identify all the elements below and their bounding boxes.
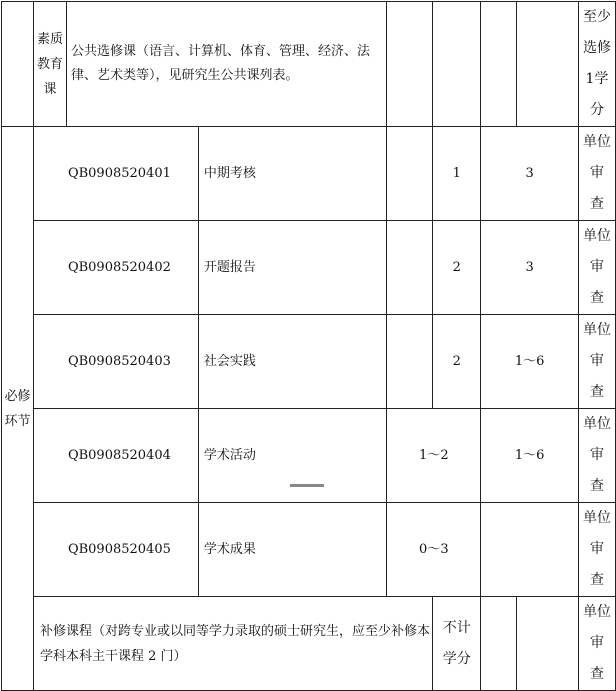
course-value-a-text: 2 [452,259,461,275]
check-line-1: 单位审 [583,604,611,651]
quality-course-label-text: 素质教育课 [36,31,63,97]
course-code-text: QB0908520402 [67,259,171,275]
course-code [33,503,198,597]
quality-course-label [33,2,66,127]
course-value-a-text: 1～2 [419,447,449,463]
course-value-b-text: 1～6 [514,353,545,369]
check-line-1: 单位审 [583,416,611,463]
table-row [2,315,616,409]
check-line-2: 查 [590,290,604,306]
check-line-2: 查 [590,196,604,212]
required-section-label-text: 必修环节 [4,388,31,429]
course-value-b [481,409,579,503]
course-name-text: 开题报告 [203,259,256,275]
course-code-text: QB0908520401 [67,165,171,181]
course-name [198,127,387,221]
course-code [33,409,198,503]
course-code-text: QB0908520404 [67,447,171,463]
quality-course-row [2,2,616,127]
quality-course-requirement [579,2,616,127]
course-value-a [433,127,481,221]
course-value-b [481,127,579,221]
course-name-text: 学术成果 [203,541,256,557]
quality-course-description [66,2,387,127]
course-value-a-text: 1 [452,165,461,181]
table-row [2,503,616,597]
course-code [33,315,198,409]
supplement-check [579,597,616,691]
check-line-1: 单位审 [583,134,611,181]
requirement-line-2: 1学分 [585,71,609,118]
course-check [579,409,616,503]
course-value-a [433,315,481,409]
course-name-text: 中期考核 [203,165,256,181]
course-name [198,221,387,315]
course-check [579,315,616,409]
credit-line-1: 不计 [442,619,471,636]
page-break-mark [290,484,324,487]
course-value-a [387,503,481,597]
course-code [33,221,198,315]
supplement-text [33,597,432,691]
quality-course-description-text: 公共选修课（语言、计算机、体育、管理、经济、法律、艺术类等），见研究生公共课列表。 [70,44,370,83]
table-row [2,221,616,315]
course-code-text: QB0908520405 [67,541,171,557]
course-value-b [481,503,579,597]
course-check [579,503,616,597]
table-row [2,409,616,503]
course-name [198,315,387,409]
curriculum-table [1,1,616,691]
course-value-a-text: 0～3 [419,541,449,557]
course-name [198,503,387,597]
required-section-label [2,127,34,691]
course-name [198,409,387,503]
credit-line-2: 学分 [442,650,471,667]
course-value-b [481,315,579,409]
check-line-1: 单位审 [583,228,611,275]
course-value-a-text: 2 [452,353,461,369]
check-line-1: 单位审 [583,322,611,369]
check-line-2: 查 [590,666,604,682]
check-line-2: 查 [590,478,604,494]
supplement-row [2,597,616,691]
course-value-b-text: 3 [525,259,534,275]
course-check [579,127,616,221]
course-name-text: 社会实践 [203,353,256,369]
check-line-2: 查 [590,384,604,400]
check-line-2: 查 [590,572,604,588]
supplement-text-content: 补修课程（对跨专业或以同等学力录取的硕士研究生，应至少补修本学科本科主干课程 2 门） [39,623,430,664]
course-code [33,127,198,221]
course-value-b [481,221,579,315]
course-code-text: QB0908520403 [67,353,171,369]
course-value-b-text: 1～6 [514,447,545,463]
table-row [2,127,616,221]
course-value-a [433,221,481,315]
supplement-credit [433,597,481,691]
course-value-b-text: 3 [525,165,534,181]
course-name-text: 学术活动 [203,447,256,463]
course-value-a [387,409,481,503]
course-check [579,221,616,315]
requirement-line-1: 至少选修 [583,9,611,56]
check-line-1: 单位审 [583,510,611,557]
